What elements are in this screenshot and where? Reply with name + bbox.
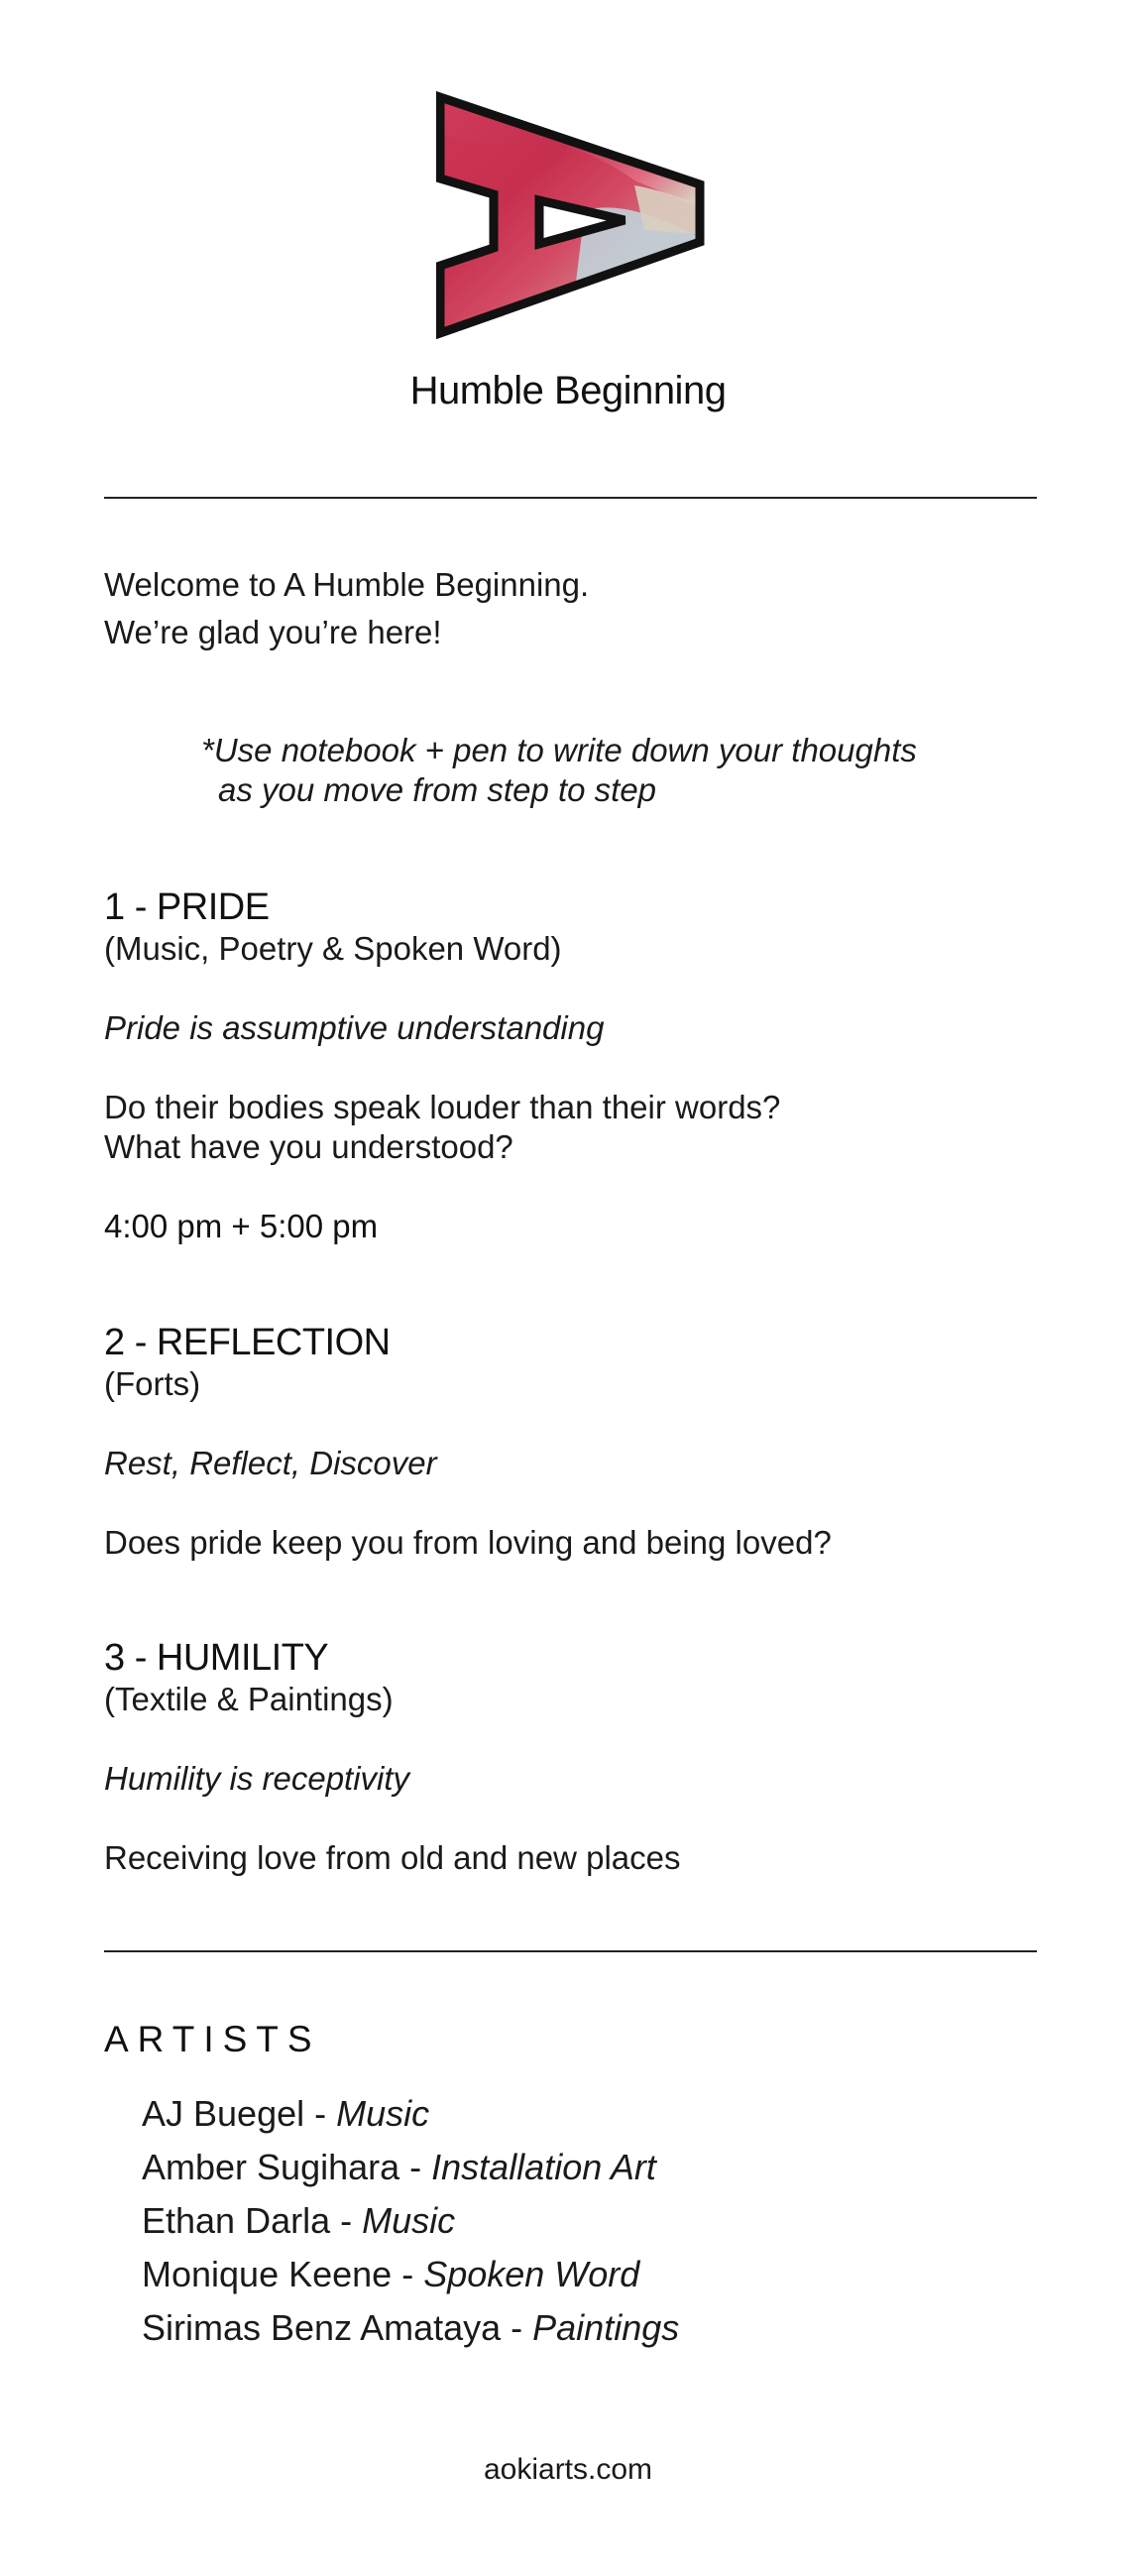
step-body-line: Does pride keep you from loving and being loved? bbox=[104, 1524, 832, 1561]
artist-role: Installation Art bbox=[431, 2147, 656, 2187]
artists-heading: ARTISTS bbox=[104, 2019, 321, 2059]
step-body-line: Do their bodies speak louder than their words? bbox=[104, 1089, 781, 1125]
step-heading: 2 - REFLECTION bbox=[104, 1322, 391, 1363]
divider bbox=[104, 1950, 1037, 1952]
step-heading: 3 - HUMILITY bbox=[104, 1637, 329, 1679]
step-subtitle: (Forts) bbox=[104, 1365, 201, 1402]
welcome-line-2: We’re glad you’re here! bbox=[104, 614, 442, 650]
painted-letter-a-logo bbox=[436, 91, 706, 339]
note-line-2: as you move from step to step bbox=[218, 771, 657, 808]
step-body-line: What have you understood? bbox=[104, 1128, 513, 1165]
brand-title: Humble Beginning bbox=[409, 369, 727, 412]
step-heading: 1 - PRIDE bbox=[104, 886, 270, 928]
note-line-1: *Use notebook + pen to write down your thoughts bbox=[201, 732, 917, 768]
artist-role: Paintings bbox=[532, 2307, 680, 2348]
step-body-line: Receiving love from old and new places bbox=[104, 1839, 681, 1876]
step-tagline: Pride is assumptive understanding bbox=[104, 1009, 605, 1046]
step-tagline: Humility is receptivity bbox=[104, 1760, 410, 1797]
artist-item bbox=[142, 2092, 429, 2136]
artist-name: Monique Keene - bbox=[142, 2254, 424, 2294]
step-subtitle: (Music, Poetry & Spoken Word) bbox=[104, 930, 562, 967]
artist-item bbox=[142, 2199, 455, 2243]
step-subtitle: (Textile & Paintings) bbox=[104, 1681, 394, 1717]
step-tagline: Rest, Reflect, Discover bbox=[104, 1445, 437, 1481]
artist-name: AJ Buegel - bbox=[142, 2093, 337, 2134]
artist-role: Music bbox=[336, 2093, 430, 2134]
artist-role: Music bbox=[362, 2200, 456, 2241]
divider bbox=[104, 497, 1037, 499]
welcome-line-1: Welcome to A Humble Beginning. bbox=[104, 566, 590, 603]
artist-item bbox=[142, 2146, 656, 2189]
artist-item bbox=[142, 2306, 679, 2350]
website-link[interactable]: aokiarts.com bbox=[483, 2453, 653, 2486]
artist-role: Spoken Word bbox=[423, 2254, 640, 2294]
artist-name: Ethan Darla - bbox=[142, 2200, 363, 2241]
artist-name: Sirimas Benz Amataya - bbox=[142, 2307, 533, 2348]
step-time: 4:00 pm + 5:00 pm bbox=[104, 1208, 379, 1244]
artist-item bbox=[142, 2253, 639, 2296]
artist-name: Amber Sugihara - bbox=[142, 2147, 432, 2187]
